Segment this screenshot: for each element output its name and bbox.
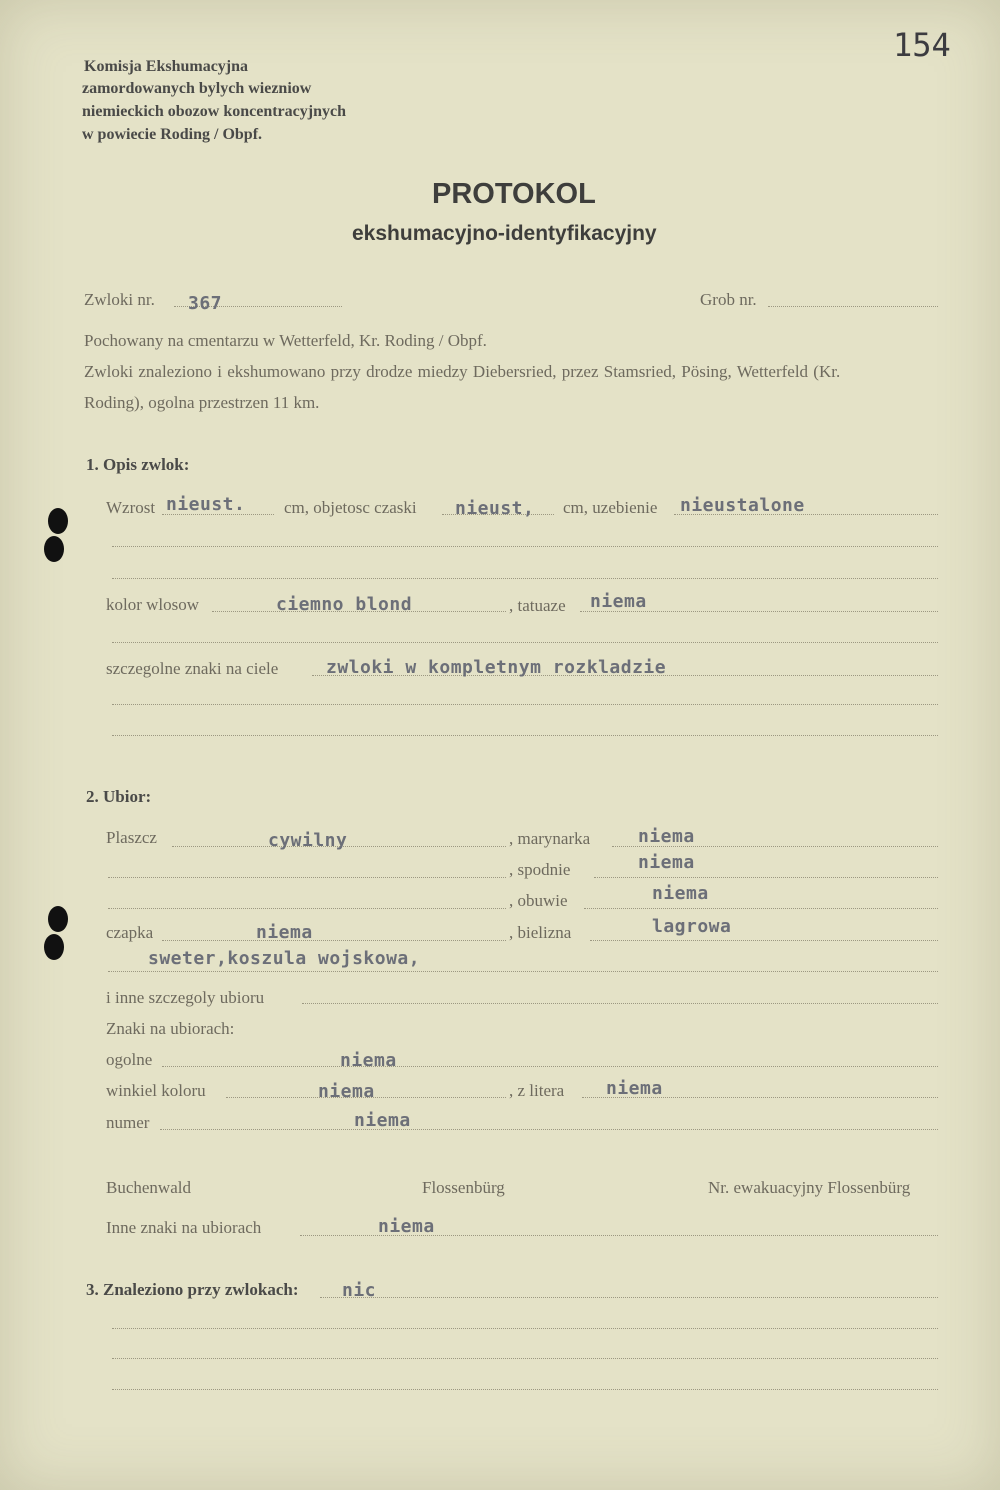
header-line-2: zamordowanych bylych wiezniow: [82, 80, 312, 97]
kolor-value: ciemno blond: [276, 594, 413, 615]
sweter-value: sweter,koszula wojskowa,: [148, 948, 421, 969]
cm-uzebienie-label: cm, uzebienie: [563, 498, 658, 517]
punch-hole-top: [44, 508, 70, 566]
nr-ewakuacyjny-label: Nr. ewakuacyjny Flossenbürg: [708, 1178, 911, 1197]
opis-line-8: [112, 735, 938, 736]
pochowany-text: Pochowany na cmentarzu w Wetterfeld, Kr. Roding / Obpf.: [84, 331, 487, 350]
obuwie-label: , obuwie: [509, 891, 568, 910]
section-2-heading: 2. Ubior:: [86, 787, 152, 806]
z-litera-value: niema: [606, 1078, 663, 1099]
opis-line-3: [112, 578, 938, 579]
inne-znaki-value: niema: [378, 1216, 435, 1237]
z-litera-label: , z litera: [509, 1081, 565, 1100]
bielizna-dots: [590, 940, 938, 941]
kolor-label: kolor wlosow: [106, 595, 200, 614]
document-subtitle: ekshumacyjno-identyfikacyjny: [352, 222, 657, 245]
ogolne-value: niema: [340, 1050, 397, 1071]
flossenburg-label: Flossenbürg: [422, 1178, 505, 1197]
inne-znaki-label: Inne znaki na ubiorach: [106, 1218, 262, 1237]
page-number: 154: [893, 26, 951, 64]
ubior-line-5: [108, 971, 938, 972]
obuwie-value: niema: [652, 883, 709, 904]
bielizna-label: , bielizna: [509, 923, 572, 942]
znaleziono-line-2: [112, 1328, 938, 1329]
znaleziono-line-4: [112, 1389, 938, 1390]
winkiel-value: niema: [318, 1081, 375, 1102]
znaki-na-ubiorach-label: Znaki na ubiorach:: [106, 1019, 235, 1038]
znaleziono-text-2: Roding), ogolna przestrzen 11 km.: [84, 393, 320, 412]
czapka-label: czapka: [106, 923, 154, 942]
inne-szczegoly-dots: [302, 1003, 938, 1004]
inne-szczegoly-label: i inne szczegoly ubioru: [106, 988, 265, 1007]
znaki-ciele-value: zwloki w kompletnym rozkladzie: [326, 657, 667, 678]
header-line-4: w powiecie Roding / Obpf.: [82, 126, 263, 143]
ogolne-label: ogolne: [106, 1050, 153, 1069]
spodnie-label: , spodnie: [509, 860, 571, 879]
ubior-line-2-left: [108, 877, 506, 878]
plaszcz-value: cywilny: [268, 830, 348, 851]
document-title: PROTOKOL: [432, 178, 596, 210]
znaleziono-dots: [320, 1297, 938, 1298]
marynarka-value: niema: [638, 826, 695, 847]
header-line-3: niemieckich obozow koncentracyjnych: [82, 103, 346, 120]
plaszcz-label: Plaszcz: [106, 828, 157, 847]
numer-value: niema: [354, 1110, 411, 1131]
uzebienie-value: nieustalone: [680, 495, 805, 516]
ubior-line-3-left: [108, 908, 506, 909]
zwloki-label: Zwloki nr.: [84, 290, 155, 309]
buchenwald-label: Buchenwald: [106, 1178, 191, 1197]
section-1-heading: 1. Opis zwlok:: [86, 455, 190, 474]
winkiel-label: winkiel koloru: [106, 1081, 206, 1100]
spodnie-value: niema: [638, 852, 695, 873]
tatuaze-label: , tatuaze: [509, 596, 566, 615]
znaleziono-text-1: Zwloki znaleziono i ekshumowano przy drodze miedzy Diebersried, przez Stamsried, Pösing, Wetterfeld (Kr.: [84, 362, 841, 381]
znaleziono-line-3: [112, 1358, 938, 1359]
tatuaze-value: niema: [590, 591, 647, 612]
znaleziono-value: nic: [342, 1280, 377, 1301]
obuwie-dots: [584, 908, 938, 909]
wzrost-label: Wzrost: [106, 498, 156, 517]
numer-label: numer: [106, 1113, 150, 1132]
grob-label: Grob nr.: [700, 290, 757, 309]
grob-dots: [768, 306, 938, 307]
bielizna-value: lagrowa: [652, 916, 732, 937]
zwloki-value: 367: [188, 293, 223, 314]
punch-hole-middle: [44, 906, 70, 964]
wzrost-value: nieust.: [166, 494, 246, 515]
czapka-value: niema: [256, 922, 313, 943]
czapka-dots: [162, 940, 506, 941]
opis-line-7: [112, 704, 938, 705]
znaki-ciele-label: szczegolne znaki na ciele: [106, 659, 279, 678]
header-line-1: Komisja Ekshumacyjna: [84, 58, 249, 75]
section-3-heading: 3. Znaleziono przy zwlokach:: [86, 1280, 299, 1299]
opis-line-5: [112, 642, 938, 643]
spodnie-dots: [594, 877, 938, 878]
ogolne-dots: [162, 1066, 938, 1067]
czaszka-value: nieust,: [455, 498, 535, 519]
marynarka-label: , marynarka: [509, 829, 591, 848]
opis-line-2: [112, 546, 938, 547]
numer-dots: [160, 1129, 938, 1130]
cm-czaszka-label: cm, objetosc czaski: [284, 498, 417, 517]
